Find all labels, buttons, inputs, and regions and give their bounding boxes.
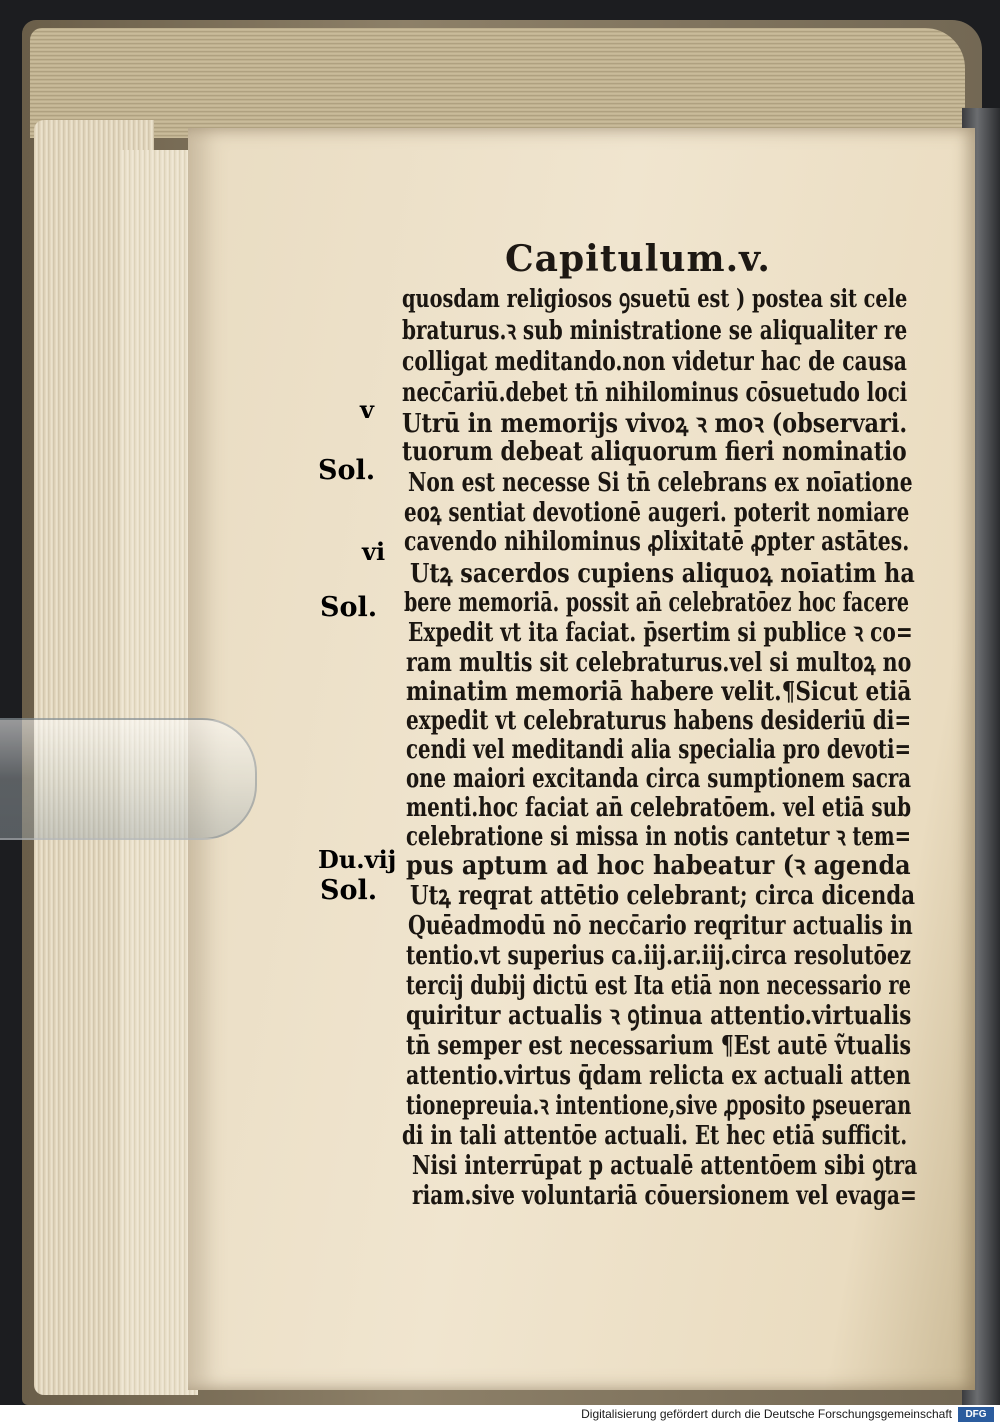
- book-top-edge: [30, 28, 965, 138]
- text-line: tuorum debeat aliquorum fieri nominatio: [402, 437, 907, 467]
- text-line: quiritur actualis ꝛ ꝯtinua attentio.virtualis: [406, 1001, 912, 1031]
- margin-note: vi: [362, 537, 386, 566]
- text-line: Utꝝ reqrat attētio celebrant; circa dicenda: [410, 881, 916, 911]
- funding-credit: Digitalisierung gefördert durch die Deutsche Forschungsgemeinschaft: [581, 1407, 952, 1421]
- text-line: minatim memoriā habere velit.¶Sicut etiā: [406, 677, 912, 707]
- text-line: colligat meditando.non videtur hac de causa: [402, 347, 907, 377]
- margin-note: Sol.: [320, 592, 378, 623]
- text-line: Nisi interrūpat p actualē attentōem sibi ꝯtra: [412, 1151, 918, 1181]
- text-line: Utrū in memorijs vivoꝝ ꝛ moꝛ (observari.: [402, 409, 908, 439]
- text-line: attentio.virtus q̄dam relicta ex actuali atten: [406, 1061, 911, 1091]
- text-line: Utꝝ sacerdos cupiens aliquoꝝ noīatim ha: [410, 559, 915, 589]
- text-line: Expedit vt ita faciat. p̄sertim si publice ꝛ co=: [408, 618, 913, 648]
- text-line: Quēadmodū nō necc̄ario reqritur actualis in: [408, 911, 913, 941]
- text-line: ram multis sit celebraturus.vel si multoꝝ no: [406, 648, 912, 678]
- text-line: tn̄ semper est necessarium ¶Est autē ṽtualis: [406, 1031, 912, 1061]
- margin-note: Sol.: [318, 455, 376, 486]
- chapter-heading: Capitulum.v.: [505, 238, 771, 280]
- text-line: tionepreuia.ꝛ intentione,sive ꝓposito ꝑseueran: [406, 1091, 912, 1121]
- text-line: Non est necesse Si tn̄ celebrans ex noīatione: [408, 468, 913, 498]
- text-line: menti.hoc faciat an̄ celebratōem. vel etiā sub: [406, 793, 912, 823]
- text-line: necc̄ariū.debet tn̄ nihilominus cōsuetudo loci: [402, 378, 908, 408]
- text-line: cendi vel meditandi alia specialia pro devoti=: [406, 735, 912, 765]
- dfg-logo: DFG: [958, 1407, 994, 1422]
- footer-bar: [0, 1405, 1000, 1424]
- text-line: expedit vt celebraturus habens desideriū di=: [406, 706, 912, 736]
- text-line: one maiori excitanda circa sumptionem sacra: [406, 764, 912, 794]
- text-line: cavendo nihilominus ꝓlixitatē ꝓpter astātes.: [404, 527, 910, 557]
- margin-note: v: [360, 395, 374, 424]
- text-line: tercij dubij dictū est Ita etiā non necessario re: [406, 971, 911, 1001]
- margin-note: Sol.: [320, 875, 378, 906]
- text-line: braturus.ꝛ sub ministratione se aliqualiter re: [402, 316, 908, 346]
- text-line: tentio.vt superius ca.iij.ar.iij.circa resolutōez: [406, 941, 912, 971]
- text-line: eoꝝ sentiat devotionē augeri. poterit nomiare: [404, 498, 910, 528]
- margin-note: Du.vij: [318, 845, 397, 874]
- text-line: quosdam religiosos ꝯsuetū est ) postea sit cele: [402, 284, 908, 313]
- glass-page-holder: [0, 718, 257, 840]
- text-line: celebratione si missa in notis cantetur ꝛ tem=: [406, 822, 912, 852]
- text-line: di in tali attentōe actuali. Et hec etiā sufficit.: [402, 1121, 908, 1151]
- text-line: riam.sive voluntariā cōuersionem vel evaga=: [412, 1181, 917, 1211]
- text-line: bere memoriā. possit an̄ celebratōez hoc facere: [404, 588, 909, 618]
- text-line: pus aptum ad hoc habeatur (ꝛ agenda: [406, 851, 911, 881]
